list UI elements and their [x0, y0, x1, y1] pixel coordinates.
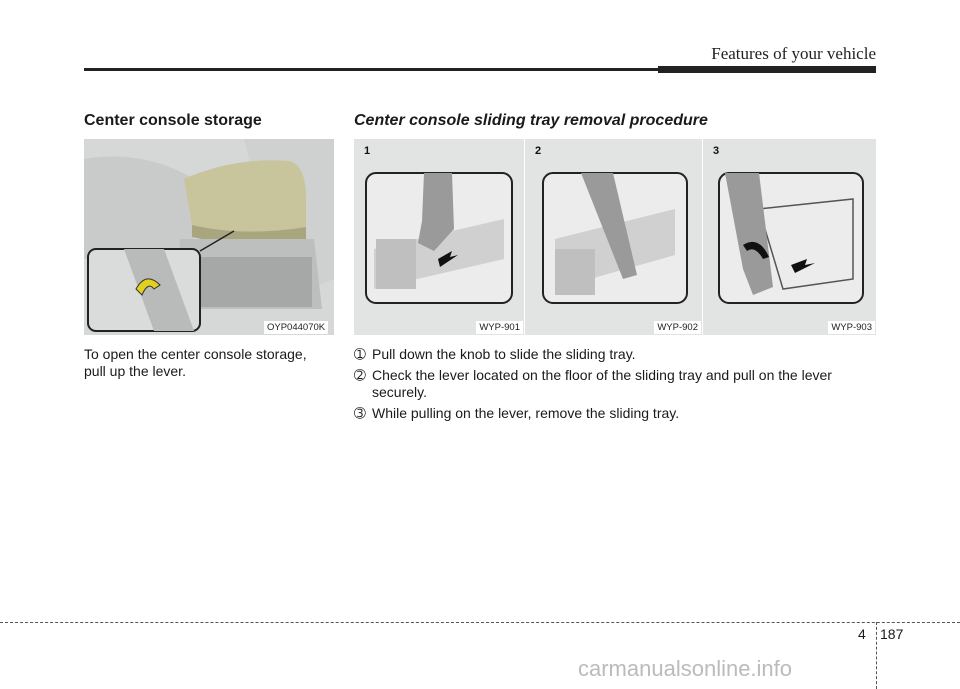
header-rule-thick: [658, 66, 876, 73]
step-1-marker: ➀: [354, 346, 366, 362]
step-2-text-line2: securely.: [372, 384, 427, 400]
figure-code-step-2: WYP-902: [654, 321, 701, 334]
console-storage-text-line1: To open the center console storage,: [84, 346, 307, 362]
section-heading-tray-removal: Center console sliding tray removal procedure: [354, 112, 708, 129]
footer-divider: [876, 622, 877, 689]
footer-rule: [0, 622, 960, 623]
figure-step-2: [525, 139, 702, 335]
step-number-2: 2: [535, 145, 542, 157]
figure-code-console-storage: OYP044070K: [264, 321, 328, 334]
page-chapter-number: 4: [858, 626, 866, 642]
figure-step-3: [703, 139, 876, 335]
watermark-text: carmanualsonline.info: [578, 656, 793, 681]
figure-code-step-1: WYP-901: [476, 321, 523, 334]
figure-code-step-3: WYP-903: [828, 321, 875, 334]
step-2-marker: ➁: [354, 367, 366, 383]
console-storage-text-line2: pull up the lever.: [84, 363, 186, 379]
step-1-item: [354, 346, 876, 363]
step-2-text-line1: Check the lever located on the floor of the sliding tray and pull on the lever: [372, 367, 832, 383]
page-header-title: Features of your vehicle: [711, 44, 876, 63]
step-1-text: Pull down the knob to slide the sliding tray.: [372, 346, 636, 362]
step-2-item: [354, 367, 876, 401]
step-3-text: While pulling on the lever, remove the sliding tray.: [372, 405, 680, 421]
figure-console-storage: [84, 139, 334, 335]
step-3-marker: ➂: [354, 405, 366, 421]
step-number-1: 1: [364, 145, 371, 157]
step-3-item: [354, 405, 876, 422]
page-number: 187: [880, 626, 904, 642]
section-heading-console-storage: Center console storage: [84, 112, 262, 129]
step-number-3: 3: [713, 145, 720, 157]
figure-step-1: [354, 139, 524, 335]
